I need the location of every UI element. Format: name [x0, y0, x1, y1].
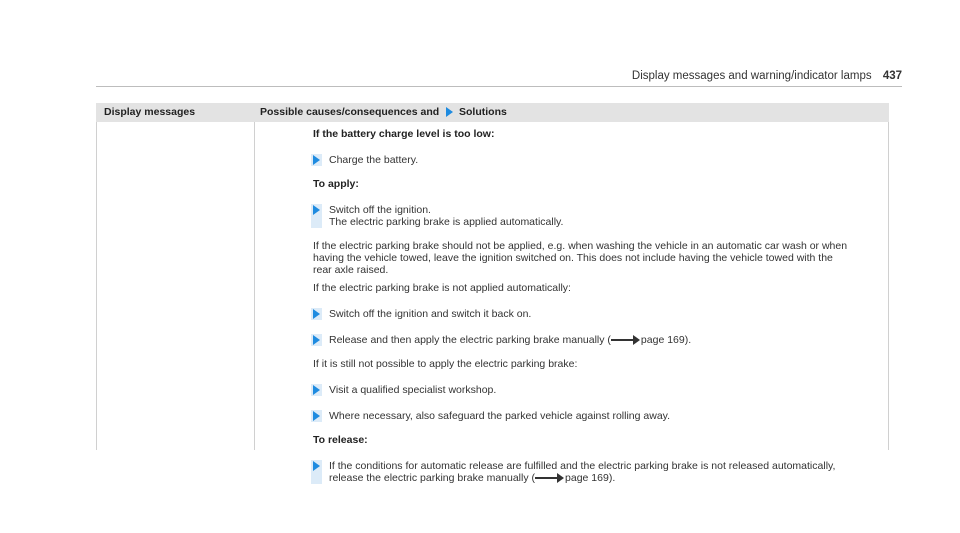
arrow-right-icon[interactable]: [611, 335, 641, 345]
step-text: Visit a qualified specialist workshop.: [329, 384, 497, 396]
step-result-text: The electric parking brake is applied automatically.: [329, 216, 564, 228]
step-release-apply-manually: [313, 334, 893, 346]
column-header-display-messages: Display messages: [104, 106, 196, 118]
triangle-arrow-icon: [313, 335, 320, 345]
step-text: Switch off the ignition.: [329, 204, 431, 216]
heading-battery-low: If the battery charge level is too low:: [313, 128, 495, 140]
heading-to-release: To release:: [313, 434, 368, 446]
step-text: Switch off the ignition and switch it back on.: [329, 308, 532, 320]
step-text: release the electric parking brake manually (: [329, 472, 536, 484]
page-reference-link[interactable]: page 169).: [640, 334, 692, 346]
triangle-arrow-icon: [313, 309, 320, 319]
paragraph-line: having the vehicle towed, leave the ignition switched on. This does not include having the vehicle towed with the: [313, 252, 833, 264]
triangle-arrow-icon: [313, 385, 320, 395]
step-switch-off-on: [313, 308, 893, 320]
column-header-causes-text: Possible causes/consequences and: [260, 106, 440, 118]
header-divider: [96, 86, 902, 87]
step-switch-off-ignition: [313, 204, 893, 228]
table-column-divider: [254, 122, 255, 450]
step-text: Where necessary, also safeguard the parked vehicle against rolling away.: [329, 410, 671, 422]
triangle-arrow-icon: [313, 155, 320, 165]
solutions-content: [313, 128, 893, 484]
paragraph-not-applied-automatically: If the electric parking brake is not applied automatically:: [313, 282, 571, 294]
column-header-solutions-text: Solutions: [459, 106, 507, 118]
step-text: If the conditions for automatic release are fulfilled and the electric parking brake is not released automatically,: [329, 460, 836, 472]
step-safeguard-vehicle: [313, 410, 893, 422]
page-number: 437: [882, 70, 902, 82]
arrow-right-icon[interactable]: [535, 473, 565, 483]
table-header: [96, 103, 889, 122]
triangle-arrow-icon: [313, 461, 320, 471]
step-visit-workshop: [313, 384, 893, 396]
triangle-arrow-icon: [313, 205, 320, 215]
step-text: Charge the battery.: [329, 154, 419, 166]
paragraph-not-applied: [313, 240, 893, 276]
column-header-causes: [260, 106, 507, 118]
step-release-manually: [313, 460, 893, 484]
paragraph-line: If the electric parking brake should not be applied, e.g. when washing the vehicle in an automatic car wash or when: [313, 240, 848, 252]
triangle-arrow-icon: [313, 411, 320, 421]
paragraph-still-not-possible: If it is still not possible to apply the electric parking brake:: [313, 358, 578, 370]
page-header: [632, 70, 902, 82]
paragraph-line: rear axle raised.: [313, 264, 389, 276]
table-left-border: [96, 122, 97, 450]
heading-to-apply: To apply:: [313, 178, 359, 190]
solutions-arrow-icon: [446, 107, 453, 117]
header-title: Display messages and warning/indicator lamps: [631, 70, 872, 82]
step-text-line2: [329, 472, 893, 484]
step-charge-battery: [313, 154, 893, 166]
step-text: Release and then apply the electric parking brake manually (: [329, 334, 611, 346]
page-reference-link[interactable]: page 169).: [565, 472, 616, 484]
